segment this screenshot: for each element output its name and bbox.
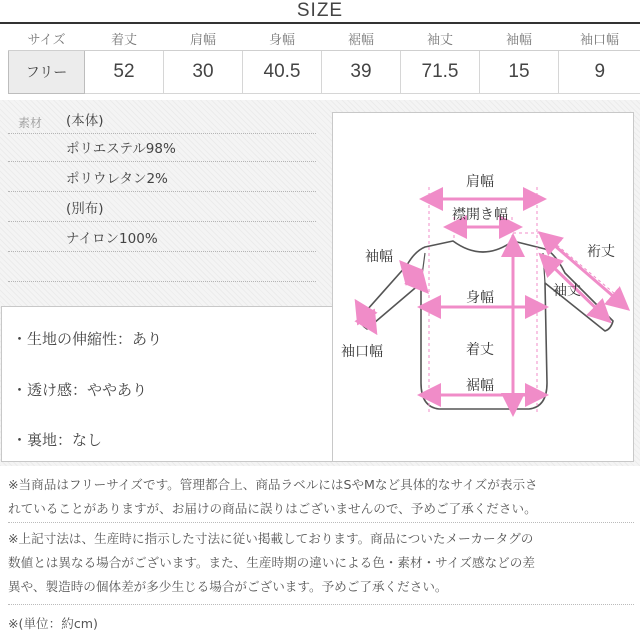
label-neck: 襟開き幅 <box>452 207 508 223</box>
col-header-hem: 裾幅 <box>322 28 401 50</box>
size-table-header <box>9 28 640 50</box>
label-shoulder: 肩幅 <box>466 174 494 190</box>
property-stretch: ・生地の伸縮性：あり <box>12 330 163 348</box>
material-line: ポリエステル98% <box>66 141 176 157</box>
col-header-cuff: 袖口幅 <box>559 28 640 50</box>
list-item <box>8 194 316 222</box>
size-title: SIZE <box>296 0 344 21</box>
list-item <box>8 134 316 162</box>
measurement-diagram <box>332 112 634 462</box>
material-line: ナイロン100% <box>66 231 158 247</box>
material-line: (本体) <box>66 113 104 129</box>
note-free-size <box>8 473 634 521</box>
col-header-length: 着丈 <box>85 28 164 50</box>
list-item <box>8 224 316 252</box>
note-unit: ※(単位：約cm) <box>8 616 98 631</box>
label-length: 着丈 <box>466 342 494 358</box>
label-raglan: 裄丈 <box>587 244 615 260</box>
col-header-shoulder: 肩幅 <box>164 28 243 50</box>
note-line: ※当商品はフリーサイズです。管理都合上、商品ラベルにはSやMなど具体的なサイズが表示さ <box>8 477 538 492</box>
divider <box>8 604 634 605</box>
cell-hem: 39 <box>322 50 401 93</box>
material-panel <box>0 104 320 300</box>
label-hem: 裾幅 <box>466 378 494 394</box>
properties-box <box>1 306 343 462</box>
property-sheer: ・透け感：ややあり <box>12 381 148 399</box>
list-item-empty <box>8 254 316 282</box>
note-unit-block <box>8 612 634 636</box>
cell-body-width: 40.5 <box>243 50 322 93</box>
col-header-size: サイズ <box>9 28 85 50</box>
note-line: 異や、製造時の個体差が多少生じる場合がございます。予めご了承ください。 <box>8 579 448 594</box>
material-line: ポリウレタン2% <box>66 171 168 187</box>
col-header-body-width: 身幅 <box>243 28 322 50</box>
label-sleeve-width: 袖幅 <box>365 249 393 265</box>
note-line: ※上記寸法は、生産時に指示した寸法に従い掲載しております。商品についたメーカータグの <box>8 531 534 546</box>
material-line: (別布) <box>66 201 104 217</box>
table-row <box>9 50 640 93</box>
list-item <box>8 106 316 134</box>
cell-cuff: 9 <box>559 50 640 93</box>
label-cuff: 袖口幅 <box>341 344 383 360</box>
cell-sleeve-length: 71.5 <box>401 50 480 93</box>
note-line: 数値とは異なる場合がございます。また、生産時期の違いによる色・素材・サイズ感などの差 <box>8 555 535 570</box>
col-header-sleeve-length: 袖丈 <box>401 28 480 50</box>
cell-length: 52 <box>85 50 164 93</box>
label-sleeve-length: 袖丈 <box>553 283 581 299</box>
row-label-free: フリー <box>9 50 85 93</box>
size-table <box>8 28 640 94</box>
property-lining: ・裏地：なし <box>12 431 103 449</box>
list-item <box>8 164 316 192</box>
note-line: れていることがありますが、お届けの商品に誤りはございませんので、予めご了承ください。 <box>8 501 537 516</box>
note-measurement <box>8 527 634 599</box>
cell-sleeve-width: 15 <box>480 50 559 93</box>
title-rule <box>0 22 640 24</box>
cell-shoulder: 30 <box>164 50 243 93</box>
col-header-sleeve-width: 袖幅 <box>480 28 559 50</box>
material-heading: 素材 <box>18 116 43 130</box>
label-body-width: 身幅 <box>466 290 494 306</box>
divider <box>8 522 634 523</box>
